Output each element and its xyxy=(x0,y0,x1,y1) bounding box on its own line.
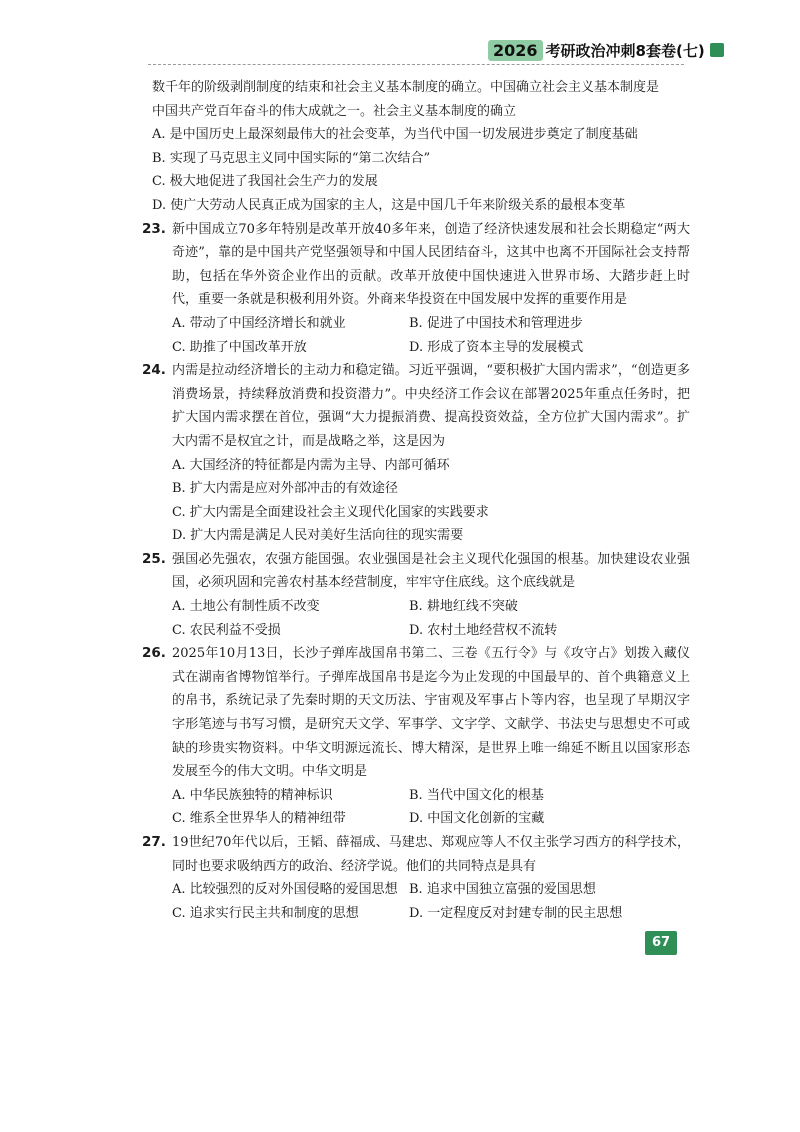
option-a: A. 带动了中国经济增长和就业 xyxy=(172,315,346,331)
question-text: 19世纪70年代以后，王韬、薛福成、马建忠、郑观应等人不仅主张学习西方的科学技术，同时也要求吸纳西方的政治、经济学说。他们的共同特点是具有 xyxy=(172,835,690,874)
option-row xyxy=(142,619,690,643)
intro-option-b: B. 实现了马克思主义同中国实际的“第二次结合” xyxy=(152,150,431,166)
option-d: D. 一定程度反对封建专制的民主思想 xyxy=(409,905,623,921)
question-25 xyxy=(142,548,690,642)
question-26 xyxy=(142,642,690,831)
option-b: B. 促进了中国技术和管理进步 xyxy=(409,315,583,331)
option-row xyxy=(142,312,690,336)
question-number: 26. xyxy=(142,645,166,662)
option-c: C. 追求实行民主共和制度的思想 xyxy=(172,905,359,921)
option-a: A. 比较强烈的反对外国侵略的爱国思想 xyxy=(172,882,398,898)
question-stem xyxy=(142,359,690,453)
intro-option-c: C. 极大地促进了我国社会生产力的发展 xyxy=(152,174,378,190)
question-27 xyxy=(142,831,690,925)
question-text: 2025年10月13日，长沙子弹库战国帛书第二、三卷《五行令》与《攻守占》划拨入藏仪式在湖南省博物馆举行。子弹库战国帛书是迄今为止发现的中国最早的、首个典籍意义上的帛书，系统记录了先秦时期的天文历法、宇宙观及军事占卜等内容，也呈现了早期汉字字形笔迹与书写习惯，是研究天文学、军事学、文字学、文献学、书法史与思想史不可或缺的珍贵实物资料。中华文明源远流长、博大精深，是世界上唯一绵延不断且以国家形态发展至今的伟大文明。中华文明是 xyxy=(172,646,690,780)
question-number: 27. xyxy=(142,834,166,850)
option-row xyxy=(142,336,690,360)
question-stem xyxy=(142,548,690,595)
option-a: A. 中华民族独特的精神标识 xyxy=(172,787,333,803)
option-row xyxy=(142,878,690,902)
option-c: C. 农民利益不受损 xyxy=(172,622,281,638)
question-text: 强国必先强农，农强方能国强。农业强国是社会主义现代化强国的根基。加快建设农业强国，必须巩固和完善农村基本经营制度，牢牢守住底线。这个底线就是 xyxy=(172,551,690,591)
question-number: 25. xyxy=(142,550,166,567)
intro-option-a: A. 是中国历史上最深刻最伟大的社会变革，为当代中国一切发展进步奠定了制度基础 xyxy=(152,127,638,143)
page-number: 67 xyxy=(645,931,677,955)
option-d: D. 中国文化创新的宝藏 xyxy=(409,811,545,827)
question-number: 24. xyxy=(142,362,166,379)
header-square-icon xyxy=(710,43,724,57)
header-bar xyxy=(488,38,724,62)
option-row xyxy=(142,595,690,619)
option-d: D. 扩大内需是满足人民对美好生活向往的现实需要 xyxy=(172,528,464,544)
question-24 xyxy=(142,359,690,548)
option-c: C. 助推了中国改革开放 xyxy=(172,339,307,355)
option-b: B. 扩大内需是应对外部冲击的有效途径 xyxy=(172,481,398,497)
question-stem xyxy=(142,642,690,784)
option-c: C. 扩大内需是全面建设社会主义现代化国家的实践要求 xyxy=(172,504,489,520)
header-divider xyxy=(148,64,684,65)
question-number: 23. xyxy=(142,220,166,237)
intro-block xyxy=(142,76,690,218)
question-stem xyxy=(142,218,690,312)
option-b: B. 耕地红线不突破 xyxy=(409,599,518,615)
intro-line: 中国共产党百年奋斗的伟大成就之一。社会主义基本制度的确立 xyxy=(152,103,517,119)
intro-option-d: D. 使广大劳动人民真正成为国家的主人，这是中国几千年来阶级关系的最根本变革 xyxy=(152,197,626,213)
option-row xyxy=(142,784,690,808)
option-row xyxy=(142,807,690,831)
option-b: B. 追求中国独立富强的爱国思想 xyxy=(409,882,596,898)
page-header xyxy=(0,38,800,68)
question-text: 内需是拉动经济增长的主动力和稳定锚。习近平强调，“要积极扩大国内需求”，“创造更多消费场景，持续释放消费和投资潜力”。中央经济工作会议在部署2025年重点任务时，把扩大国内需求摆在首位，强调“大力提振消费、提高投资效益，全方位扩大国内需求”。扩大内需不是权宜之计，而是战略之举，这是因为 xyxy=(172,363,690,449)
option-row xyxy=(142,902,690,926)
option-d: D. 形成了资本主导的发展模式 xyxy=(409,339,584,355)
page-content xyxy=(142,76,690,925)
option-a: A. 大国经济的特征都是内需为主导、内部可循环 xyxy=(172,457,450,473)
option-b: B. 当代中国文化的根基 xyxy=(409,787,544,803)
option-d: D. 农村土地经营权不流转 xyxy=(409,622,558,638)
intro-line: 数千年的阶级剥削制度的结束和社会主义基本制度的确立。中国确立社会主义基本制度是 xyxy=(152,80,660,95)
year-badge: 2026 xyxy=(488,40,543,61)
question-stem xyxy=(142,831,690,878)
header-title: 考研政治冲刺8套卷(七) xyxy=(545,41,705,60)
question-23 xyxy=(142,218,690,360)
option-a: A. 土地公有制性质不改变 xyxy=(172,599,320,615)
question-text: 新中国成立70多年特别是改革开放40多年来，创造了经济快速发展和社会长期稳定“两大奇迹”，靠的是中国共产党坚强领导和中国人民团结奋斗，这其中也离不开国际社会支持帮助，包括在华外资企业作出的贡献。改革开放使中国快速进入世界市场、大踏步赶上时代，重要一条就是积极利用外资。外商来华投资在中国发展中发挥的重要作用是 xyxy=(172,221,690,308)
option-c: C. 维系全世界华人的精神纽带 xyxy=(172,811,346,827)
